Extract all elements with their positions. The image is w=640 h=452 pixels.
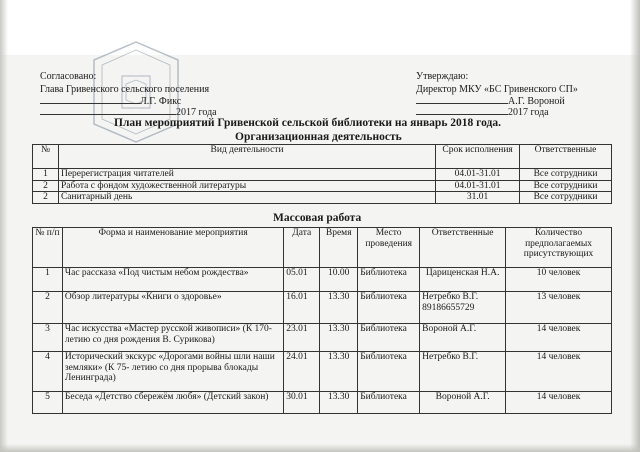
org-col-responsible: Ответственные xyxy=(520,145,612,169)
table-row xyxy=(33,324,612,352)
table-row xyxy=(33,169,612,181)
approval-left-label: Согласовано: xyxy=(40,71,97,82)
mass-col-num: № п/п xyxy=(33,228,63,268)
table-row xyxy=(33,392,612,414)
approval-left-year: 2017 года xyxy=(176,107,217,118)
org-row-term: 04.01-31.01 xyxy=(436,180,520,192)
org-section-heading: Организационная деятельность xyxy=(235,131,402,143)
mass-row-date: 23.01 xyxy=(284,324,320,352)
mass-row-date: 05.01 xyxy=(284,268,320,292)
mass-row-num: 3 xyxy=(33,324,63,352)
mass-row-time: 13.30 xyxy=(320,352,358,392)
mass-row-responsible: Цариценская Н.А. xyxy=(420,268,506,292)
mass-col-count: Количество предполагаемых присутствующих xyxy=(506,228,612,268)
mass-row-time: 10.00 xyxy=(320,268,358,292)
mass-row-num: 4 xyxy=(33,352,63,392)
mass-row-date: 16.01 xyxy=(284,292,320,324)
approval-left-signature xyxy=(40,96,181,107)
mass-row-count: 10 человек xyxy=(506,268,612,292)
org-row-activity: Перерегистрация читателей xyxy=(58,169,435,181)
mass-col-place: Место проведения xyxy=(358,228,420,268)
approval-left-position: Глава Гривенского сельского поселения xyxy=(40,84,210,95)
mass-row-num: 2 xyxy=(33,292,63,324)
table-row xyxy=(33,292,612,324)
mass-row-count: 13 человек xyxy=(506,292,612,324)
mass-row-date: 30.01 xyxy=(284,392,320,414)
mass-row-responsible: Вороной А.Г. xyxy=(420,392,506,414)
org-row-term: 04.01-31.01 xyxy=(436,169,520,181)
mass-table xyxy=(32,227,612,414)
mass-col-date: Дата xyxy=(284,228,320,268)
mass-row-place: Библиотека xyxy=(358,268,420,292)
approval-right-position: Директор МКУ «БС Гривенского СП» xyxy=(416,84,578,95)
mass-section-heading: Массовая работа xyxy=(273,212,362,224)
approval-right-signature xyxy=(416,96,565,107)
mass-row-event: Час рассказа «Под чистым небом рождества» xyxy=(62,268,283,292)
mass-row-place: Библиотека xyxy=(358,392,420,414)
mass-row-place: Библиотека xyxy=(358,292,420,324)
mass-table-header xyxy=(33,228,612,268)
scan-shadow-left xyxy=(0,0,8,452)
mass-row-count: 14 человек xyxy=(506,392,612,414)
document-title: План мероприятий Гривенской сельской библиотеки на январь 2018 года. xyxy=(114,117,501,129)
org-row-term: 31.01 xyxy=(436,192,520,204)
mass-row-time: 13.30 xyxy=(320,324,358,352)
mass-row-place: Библиотека xyxy=(358,352,420,392)
table-row xyxy=(33,192,612,204)
mass-row-time: 13.30 xyxy=(320,292,358,324)
org-row-responsible: Все сотрудники xyxy=(520,180,612,192)
mass-col-time: Время xyxy=(320,228,358,268)
org-row-responsible: Все сотрудники xyxy=(520,169,612,181)
scan-shadow-bottom xyxy=(0,444,640,452)
mass-col-event: Форма и наименование мероприятия xyxy=(62,228,283,268)
org-col-activity: Вид деятельности xyxy=(58,145,435,169)
mass-row-place: Библиотека xyxy=(358,324,420,352)
approval-right-year: 2017 года xyxy=(508,107,549,118)
mass-row-count: 14 человек xyxy=(506,324,612,352)
mass-row-event: Час искусства «Мастер русской живописи» (К 170- летию со дня рождения В. Сурикова) xyxy=(62,324,283,352)
org-col-num: № xyxy=(33,145,59,169)
org-table xyxy=(32,144,612,204)
scan-shadow-right xyxy=(630,0,640,452)
mass-row-num: 1 xyxy=(33,268,63,292)
table-row xyxy=(33,180,612,192)
mass-row-responsible: Вороной А.Г. xyxy=(420,324,506,352)
org-row-num: 2 xyxy=(33,192,59,204)
mass-row-event: Беседа «Детство сбережём любя» (Детский закон) xyxy=(62,392,283,414)
mass-col-responsible: Ответственные xyxy=(420,228,506,268)
org-row-num: 1 xyxy=(33,169,59,181)
mass-row-count: 14 человек xyxy=(506,352,612,392)
org-col-term: Срок исполнения xyxy=(436,145,520,169)
approval-right-label: Утверждаю: xyxy=(416,71,469,82)
mass-row-time: 13.30 xyxy=(320,392,358,414)
mass-row-event: Исторический экскурс «Дорогами войны шли наши земляки» (К 75- летию со дня прорыва блокады Ленинграда) xyxy=(62,352,283,392)
org-row-activity: Работа с фондом художественной литературы xyxy=(58,180,435,192)
table-row xyxy=(33,352,612,392)
org-row-responsible: Все сотрудники xyxy=(520,192,612,204)
mass-row-num: 5 xyxy=(33,392,63,414)
approval-right-name: А.Г. Вороной xyxy=(508,96,565,107)
org-table-header xyxy=(33,145,612,169)
org-row-activity: Санитарный день xyxy=(58,192,435,204)
mass-row-responsible: Нетребко В.Г. xyxy=(420,352,506,392)
mass-row-responsible: Нетребко В.Г. 89186655729 xyxy=(420,292,506,324)
table-row xyxy=(33,268,612,292)
approval-left-name: Л.Г. Фикс xyxy=(140,96,182,107)
org-row-num: 2 xyxy=(33,180,59,192)
mass-row-event: Обзор литературы «Книги о здоровье» xyxy=(62,292,283,324)
mass-row-date: 24.01 xyxy=(284,352,320,392)
